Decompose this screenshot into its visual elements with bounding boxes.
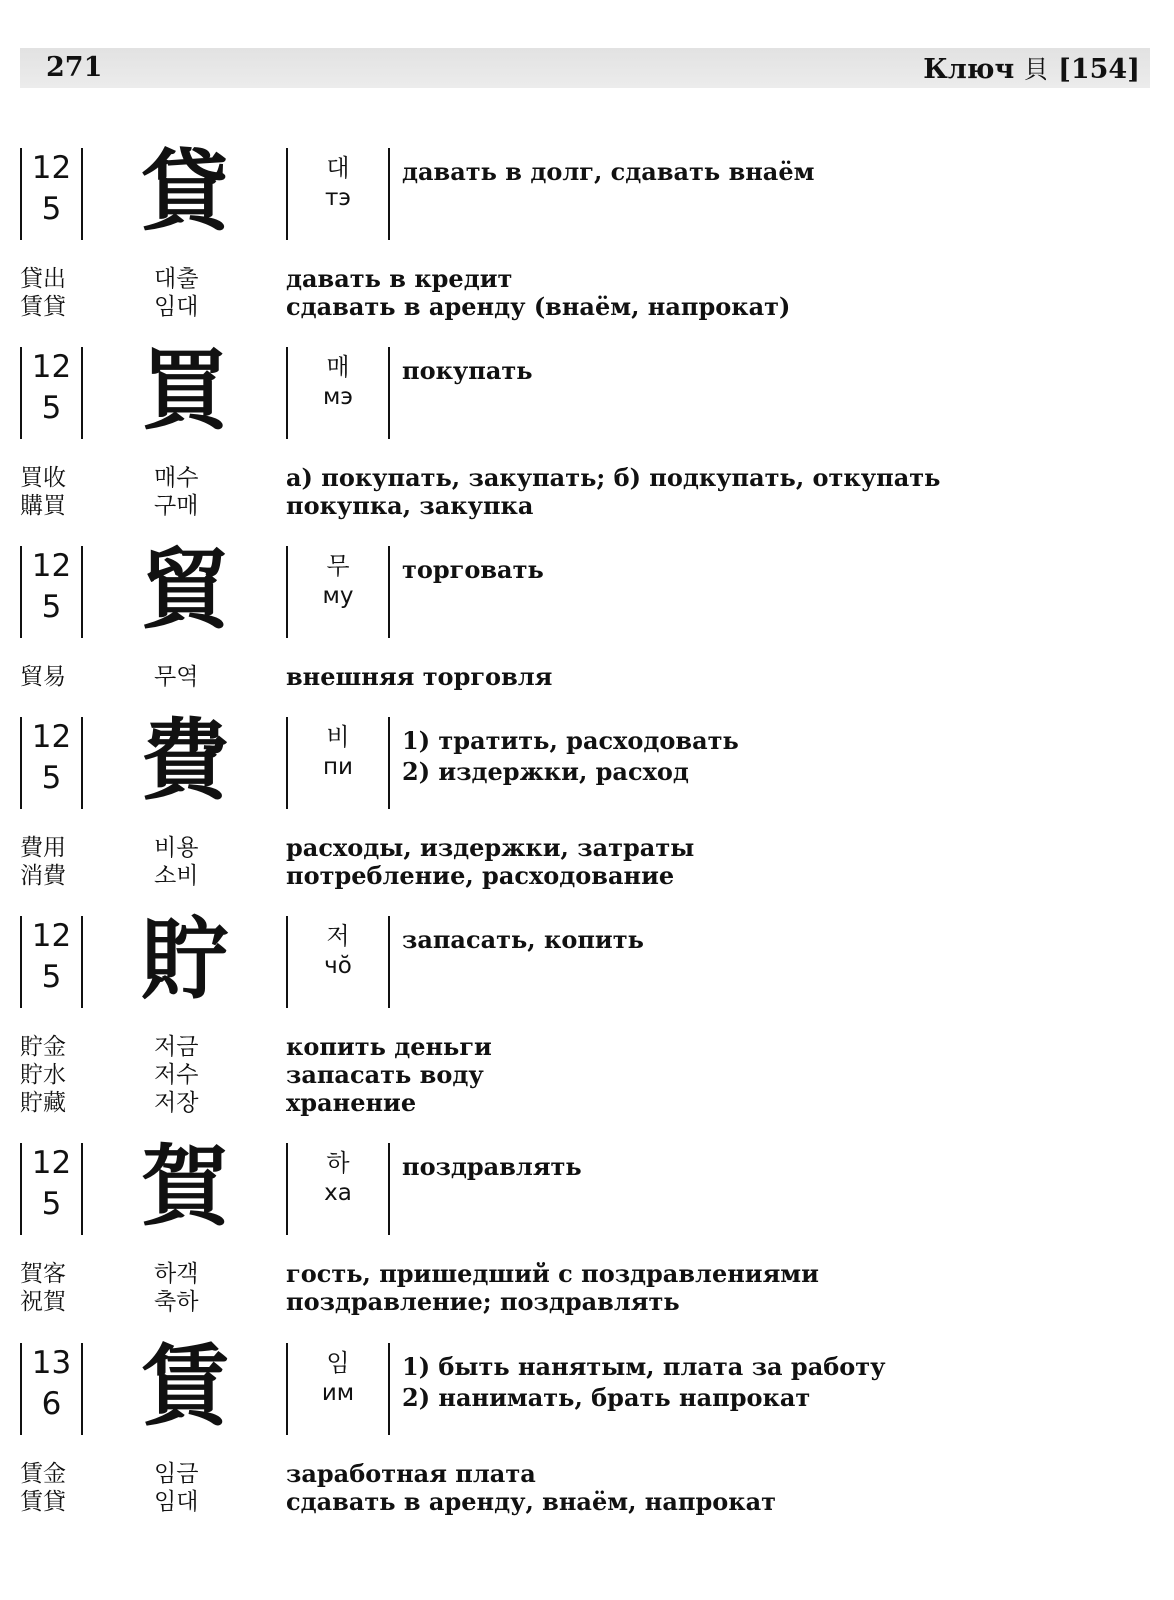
hanja-character: 費	[140, 709, 229, 812]
transliteration: пи	[323, 754, 353, 780]
compound-korean: 무역	[154, 664, 199, 690]
compound-row	[20, 1488, 1150, 1516]
compound-korean: 매수	[154, 465, 199, 491]
extra-strokes: 6	[41, 1386, 62, 1422]
compound-hanja: 賀客	[20, 1261, 66, 1287]
extra-strokes: 5	[41, 1186, 62, 1222]
entry-head	[20, 908, 1150, 1011]
stroke-count-box	[20, 717, 83, 809]
compound-korean: 구매	[154, 493, 199, 519]
compound-list	[20, 464, 1150, 520]
compound-hanja: 費用	[20, 835, 66, 861]
transliteration: тэ	[324, 185, 352, 211]
compound-row	[20, 1089, 1150, 1117]
stroke-count-box	[20, 1143, 83, 1235]
meaning-list	[402, 924, 1122, 955]
meaning-list	[402, 1151, 1122, 1182]
meaning-line: 1) быть нанятым, плата за работу	[402, 1352, 886, 1381]
compound-hanja: 消費	[20, 863, 66, 889]
reading-box	[286, 1143, 390, 1235]
compound-row	[20, 293, 1150, 321]
compound-meaning: копить деньги	[286, 1032, 492, 1061]
compound-row	[20, 492, 1150, 520]
reading-box	[286, 347, 390, 439]
meaning-line: давать в долг, сдавать внаём	[402, 157, 815, 186]
total-strokes: 12	[31, 719, 72, 755]
stroke-count-box	[20, 916, 83, 1008]
meaning-list	[402, 725, 1122, 787]
compound-korean: 축하	[154, 1289, 199, 1315]
compound-meaning: потребление, расходование	[286, 861, 675, 890]
entry-head	[20, 1135, 1150, 1238]
hangul-reading: 무	[326, 552, 350, 580]
meaning-line: 1) тратить, расходовать	[402, 726, 739, 755]
hanja-character: 賃	[140, 1335, 229, 1438]
compound-hanja: 貯金	[20, 1034, 66, 1060]
compound-hanja: 祝賀	[20, 1289, 66, 1315]
meaning-list	[402, 156, 1122, 187]
reading-box	[286, 1343, 390, 1435]
compound-row	[20, 1061, 1150, 1089]
compound-korean: 저금	[154, 1034, 199, 1060]
compound-korean: 임대	[154, 294, 199, 320]
compound-hanja: 買收	[20, 465, 66, 491]
compound-meaning: покупка, закупка	[286, 491, 534, 520]
stroke-count-box	[20, 546, 83, 638]
reading-box	[286, 546, 390, 638]
compound-meaning: заработная плата	[286, 1459, 536, 1488]
extra-strokes: 5	[41, 589, 62, 625]
transliteration: ха	[324, 1180, 352, 1206]
total-strokes: 12	[31, 150, 72, 186]
total-strokes: 12	[31, 918, 72, 954]
compound-hanja: 貯藏	[20, 1090, 66, 1116]
compound-row	[20, 834, 1150, 862]
total-strokes: 12	[31, 548, 72, 584]
compound-korean: 비용	[154, 835, 199, 861]
entry	[20, 339, 1150, 520]
stroke-count-box	[20, 347, 83, 439]
compound-list	[20, 663, 1150, 691]
entry	[20, 908, 1150, 1117]
extra-strokes: 5	[41, 191, 62, 227]
hanja-character: 貯	[140, 908, 229, 1011]
meaning-line: поздравлять	[402, 1152, 582, 1181]
entry	[20, 709, 1150, 890]
page-number: 271	[46, 52, 103, 83]
entry-head	[20, 538, 1150, 641]
compound-meaning: давать в кредит	[286, 264, 513, 293]
compound-korean: 저장	[154, 1090, 199, 1116]
running-head-label: Ключ	[923, 54, 1015, 85]
compound-row	[20, 1033, 1150, 1061]
hanja-character: 賀	[140, 1135, 229, 1238]
meaning-list	[402, 554, 1122, 585]
entry-head	[20, 1335, 1150, 1438]
compound-meaning: хранение	[286, 1088, 417, 1117]
compound-korean: 소비	[154, 863, 199, 889]
meaning-line: 2) нанимать, брать напрокат	[402, 1383, 811, 1412]
compound-row	[20, 1260, 1150, 1288]
compound-meaning: поздравление; поздравлять	[286, 1287, 680, 1316]
radical-number: [154]	[1058, 54, 1140, 85]
total-strokes: 13	[31, 1345, 72, 1381]
entry-head	[20, 339, 1150, 442]
compound-hanja: 貿易	[20, 664, 66, 690]
meaning-line: запасать, копить	[402, 925, 644, 954]
entry	[20, 140, 1150, 321]
extra-strokes: 5	[41, 390, 62, 426]
reading-box	[286, 916, 390, 1008]
compound-meaning: а) покупать, закупать; б) подкупать, откупать	[286, 463, 941, 492]
radical-character: 貝	[1023, 55, 1049, 84]
hangul-reading: 저	[326, 922, 350, 950]
compound-row	[20, 862, 1150, 890]
compound-row	[20, 1460, 1150, 1488]
hangul-reading: 하	[326, 1149, 350, 1177]
reading-box	[286, 148, 390, 240]
compound-list	[20, 1460, 1150, 1516]
compound-meaning: запасать воду	[286, 1060, 484, 1089]
compound-meaning: сдавать в аренду (внаём, напрокат)	[286, 292, 791, 321]
compound-list	[20, 1033, 1150, 1117]
hanja-character: 貸	[140, 140, 229, 243]
hangul-reading: 매	[326, 353, 350, 381]
compound-hanja: 貯水	[20, 1062, 66, 1088]
hanja-character: 買	[140, 339, 229, 442]
compound-hanja: 賃金	[20, 1461, 66, 1487]
meaning-line: покупать	[402, 356, 533, 385]
stroke-count-box	[20, 1343, 83, 1435]
compound-korean: 대출	[154, 266, 199, 292]
compound-row	[20, 663, 1150, 691]
compound-meaning: гость, пришедший с поздравлениями	[286, 1259, 819, 1288]
meaning-line: торговать	[402, 555, 544, 584]
compound-meaning: внешняя торговля	[286, 662, 553, 691]
compound-hanja: 賃貸	[20, 1489, 66, 1515]
compound-korean: 임금	[154, 1461, 199, 1487]
total-strokes: 12	[31, 349, 72, 385]
transliteration: мэ	[323, 384, 353, 410]
compound-hanja: 賃貸	[20, 294, 66, 320]
compound-list	[20, 265, 1150, 321]
hangul-reading: 비	[326, 723, 350, 751]
entry	[20, 538, 1150, 691]
stroke-count-box	[20, 148, 83, 240]
hangul-reading: 임	[326, 1349, 350, 1377]
meaning-line: 2) издержки, расход	[402, 757, 689, 786]
entry	[20, 1335, 1150, 1516]
transliteration: чŏ	[324, 953, 352, 979]
transliteration: им	[321, 1380, 355, 1406]
total-strokes: 12	[31, 1145, 72, 1181]
entry	[20, 1135, 1150, 1316]
compound-row	[20, 265, 1150, 293]
entry-head	[20, 140, 1150, 243]
compound-row	[20, 1288, 1150, 1316]
compound-meaning: сдавать в аренду, внаём, напрокат	[286, 1487, 777, 1516]
running-head	[923, 50, 1140, 86]
compound-meaning: расходы, издержки, затраты	[286, 833, 695, 862]
compound-hanja: 購買	[20, 493, 66, 519]
compound-list	[20, 1260, 1150, 1316]
meaning-list	[402, 355, 1122, 386]
compound-korean: 하객	[154, 1261, 199, 1287]
transliteration: му	[322, 583, 354, 609]
extra-strokes: 5	[41, 760, 62, 796]
compound-list	[20, 834, 1150, 890]
compound-row	[20, 464, 1150, 492]
page-header	[20, 48, 1150, 88]
extra-strokes: 5	[41, 959, 62, 995]
compound-korean: 임대	[154, 1489, 199, 1515]
meaning-list	[402, 1351, 1122, 1413]
entry-head	[20, 709, 1150, 812]
hangul-reading: 대	[326, 154, 350, 182]
compound-hanja: 貸出	[20, 266, 66, 292]
reading-box	[286, 717, 390, 809]
compound-korean: 저수	[154, 1062, 199, 1088]
hanja-character: 貿	[140, 538, 229, 641]
